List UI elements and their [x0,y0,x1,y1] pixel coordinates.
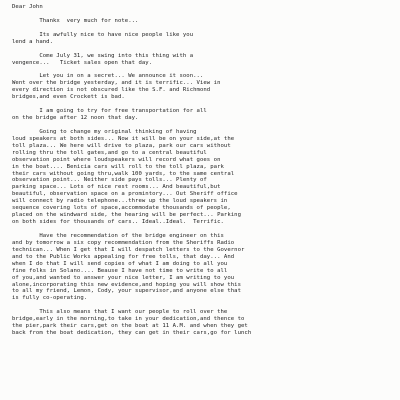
letter-line: technican... When I get that I will despatch letters to the Governor [12,246,245,253]
letter-line: rolling thru the toll gates,and go to a central beautiful [12,149,207,156]
letter-line: Thankx very much for note... [12,17,139,24]
letter-line: beautiful, observation space on a promintory... Out Sheriff office [12,191,238,198]
letter-line: every direction is not obscured like the S.F. and Richmond [12,87,211,94]
letter-line: lend a hand. [12,38,54,45]
letter-line: alone,incorporating this new evidence,and hoping you will show this [12,281,241,288]
letter-line: and by tomorrow a six copy recommendation from the Sheriffs Radio [12,239,235,246]
letter-line: when I do that I will send copies of what I am doing to all you [12,260,228,267]
letter-line: on both sides for thousands of cars.. Ideal..Ideal. Terrific. [12,219,224,226]
letter-line: will connect by radio telephone...threw up the loud speakers in [12,198,228,205]
letter-line: Going to change my original thinking of having [12,128,197,135]
letter-line: This also means that I want our people to roll over the [12,309,228,316]
letter-line: to all my friend, Lemon, Cody, your supervisor,and anyone else that [12,288,241,295]
blank-line [12,46,400,53]
letter-line: the pier,park their cars,get on the boat at 11 A.M. and when they get [12,323,248,330]
letter-line: observation point... Neither side pays tolls... Plenty of [12,177,207,184]
letter-line: their cars without going thru,walk 100 yards, to the same central [12,170,235,177]
letter-line: loud speakers at both sides... Now it will be on your side,at the [12,135,235,142]
letter-line: Its awfully nice to have nice people like you [12,31,194,38]
letter-line: Let you in on a secret... We announce it soon... [12,73,204,80]
letter-line: and to the Public Works appealing for free tolls, that day... And [12,253,235,260]
blank-line [12,226,400,233]
letter-line: bridge,early in the morning,to take in your dedication,and thence to [12,316,245,323]
blank-line [12,302,400,309]
letter-line: bridges,and even Crockett is bad. [12,94,125,101]
letter-line: sequence covering lots of space,accommodate thousands of people, [12,205,231,212]
letter-line: in the boat.... Benicia cars will roll to the toll plaza, park [12,163,224,170]
letter-line: is fully co-operating. [12,295,88,302]
letter-line: Dear John [12,4,43,10]
letter-line: observation point where loudspeakers will record what goes on [12,156,221,163]
blank-line [12,11,400,18]
letter-body [12,4,400,337]
letter-line: toll plaza... We here will drive to plaza, park our cars without [12,142,231,149]
blank-line [12,122,400,129]
letter-line: on the bridge after 12 noon that day. [12,115,139,121]
letter-line: fine folks in Solano.... Beause I have not time to write to all [12,267,228,274]
blank-line [12,66,400,73]
blank-line [12,101,400,108]
letter-line: Have the recommendation of the bridge engineer on this [12,232,224,239]
letter-line: Come July 31, we swing into this thing with a [12,52,194,59]
letter-line: Went over the bridge yesterday, and it is terrific... View in [12,80,221,87]
letter-line: of you,and wanted to answer your nice letter, I am writing to you [12,274,235,281]
letter-line: placed on the windward side, the hearing will be perfect... Parking [12,212,241,219]
letter-line: parking space... Lots of nice rest rooms... And beautiful,but [12,184,221,191]
blank-line [12,25,400,32]
letter-line: vengence... Ticket sales open that day. [12,59,153,66]
letter-line: I am going to try for free transportation for all [12,108,207,115]
letter-line: back from the boat dedication, they can get in their cars,go for lunch [12,330,252,337]
